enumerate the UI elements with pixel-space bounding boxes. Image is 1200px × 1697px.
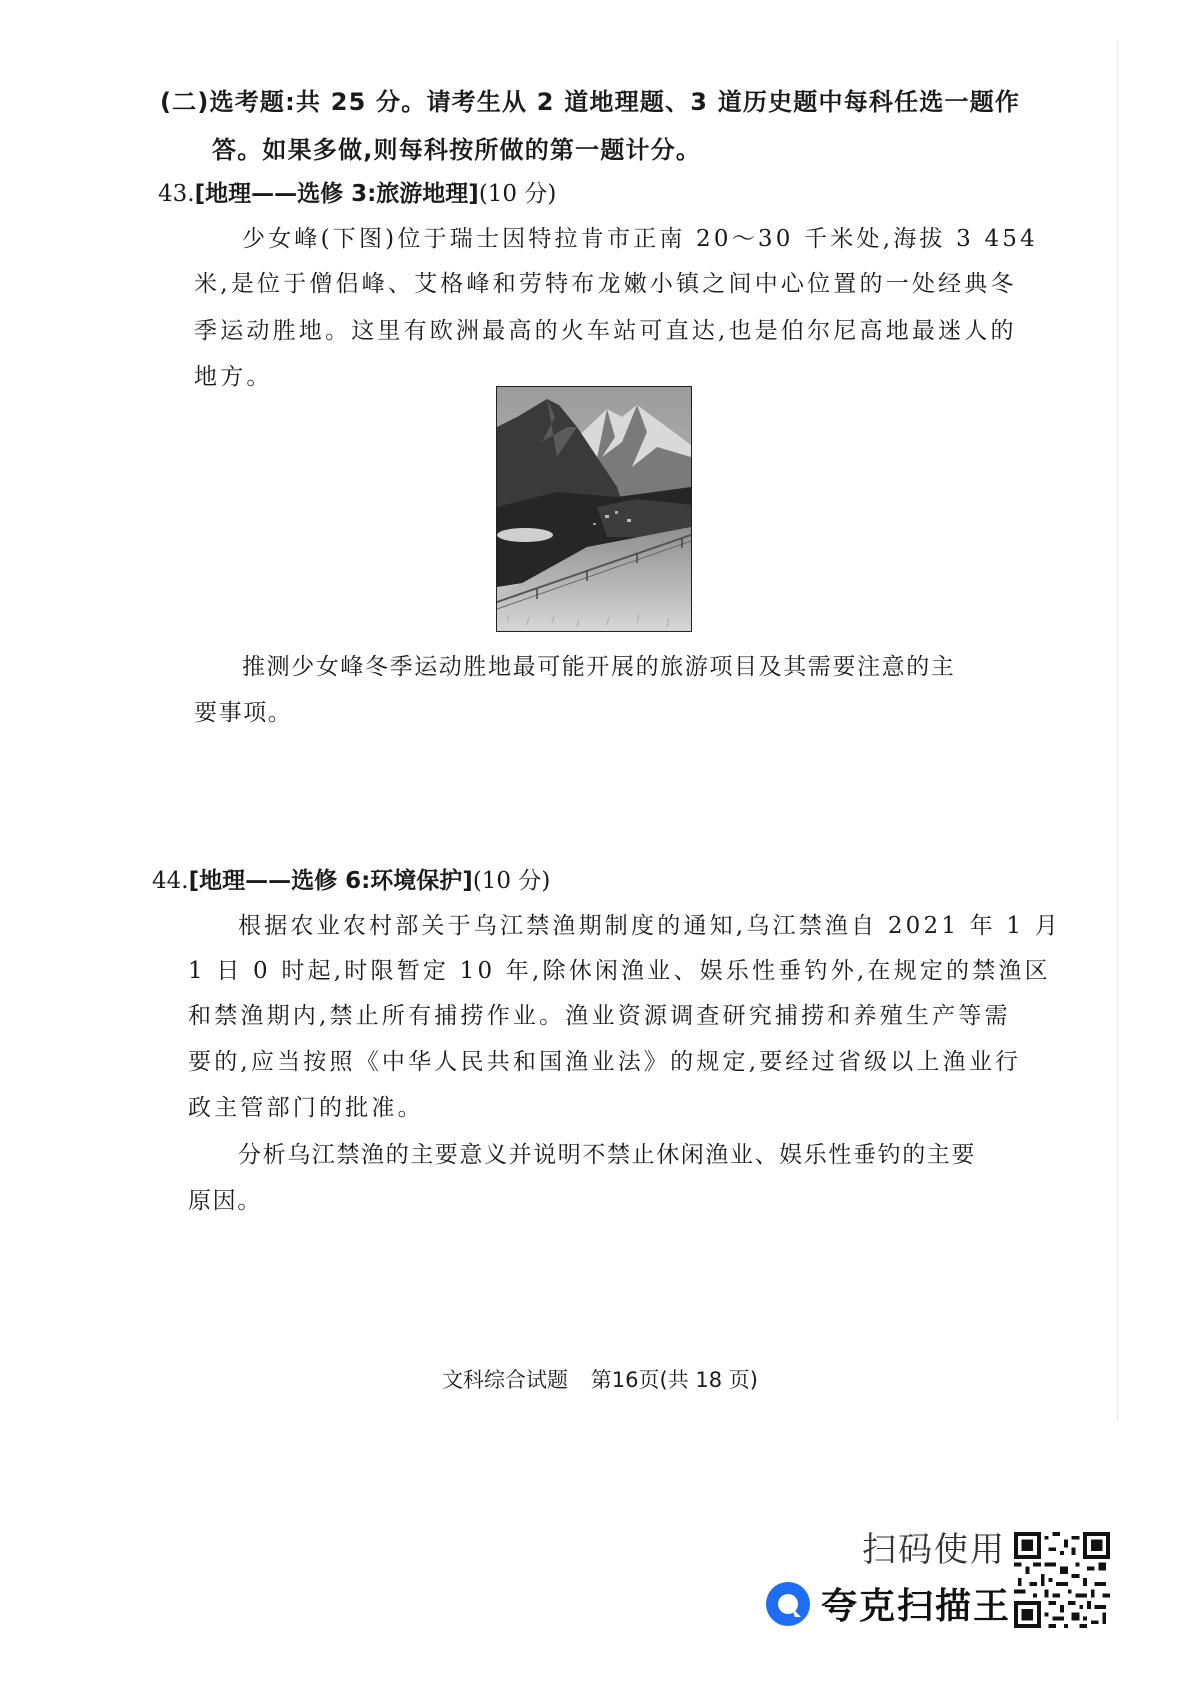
brand-name: 夸克扫描王 — [821, 1586, 1012, 1627]
quark-scanner-brand — [765, 1578, 1011, 1629]
section-header-line-2: 答。如果多做,则每科按所做的第一题计分。 — [212, 136, 702, 164]
footer-exam-name: 文科综合试题 — [442, 1368, 569, 1392]
footer-page-info: 第16页(共 18 页) — [590, 1368, 758, 1392]
q44-passage-line: 政主管部门的批准。 — [188, 1095, 424, 1121]
q44-question-line: 原因。 — [188, 1188, 262, 1214]
q43-passage-line: 季运动胜地。这里有欧洲最高的火车站可直达,也是伯尔尼高地最迷人的 — [194, 318, 1017, 344]
q44-score: (10 分) — [472, 868, 551, 894]
q43-question-line: 推测少女峰冬季运动胜地最可能开展的旅游项目及其需要注意的主 — [242, 654, 956, 680]
q43-passage-line: 米,是位于僧侣峰、艾格峰和劳特布龙嫩小镇之间中心位置的一处经典冬 — [194, 271, 1017, 297]
section-header-line-1: (二)选考题:共 25 分。请考生从 2 道地理题、3 道历史题中每科任选一题作 — [160, 88, 1021, 116]
jungfrau-photo — [496, 386, 692, 632]
scan-edge-line — [1117, 40, 1118, 1420]
qr-code-icon[interactable] — [1014, 1532, 1110, 1628]
q44-passage-line: 和禁渔期内,禁止所有捕捞作业。渔业资源调查研究捕捞和养殖生产等需 — [188, 1003, 1011, 1029]
q43-question-line: 要事项。 — [194, 700, 293, 726]
q44-passage-line: 1 日 0 时起,时限暂定 10 年,除休闲渔业、娱乐性垂钓外,在规定的禁渔区 — [188, 958, 1051, 984]
q43-title: [地理——选修 3:旅游地理] — [194, 181, 479, 207]
page-footer — [0, 1364, 1200, 1394]
q43-passage-line: 少女峰(下图)位于瑞士因特拉肯市正南 20～30 千米处,海拔 3 454 — [242, 226, 1038, 252]
q43-score: (10 分) — [478, 181, 557, 207]
scan-to-use-label: 扫码使用 — [862, 1530, 1006, 1570]
q44-question-line: 分析乌江禁渔的主要意义并说明不禁止休闲渔业、娱乐性垂钓的主要 — [238, 1142, 976, 1168]
q44-passage-line: 要的,应当按照《中华人民共和国渔业法》的规定,要经过省级以上渔业行 — [188, 1049, 1022, 1075]
q43-number: 43. — [158, 181, 195, 207]
q44-title: [地理——选修 6:环境保护] — [188, 868, 473, 894]
q43-heading — [158, 175, 556, 208]
q44-heading — [152, 862, 550, 895]
quark-logo-icon — [765, 1581, 811, 1627]
q44-passage-line: 根据农业农村部关于乌江禁渔期制度的通知,乌江禁渔自 2021 年 1 月 — [238, 913, 1061, 939]
q43-passage-line: 地方。 — [194, 364, 273, 390]
q44-number: 44. — [152, 868, 189, 894]
